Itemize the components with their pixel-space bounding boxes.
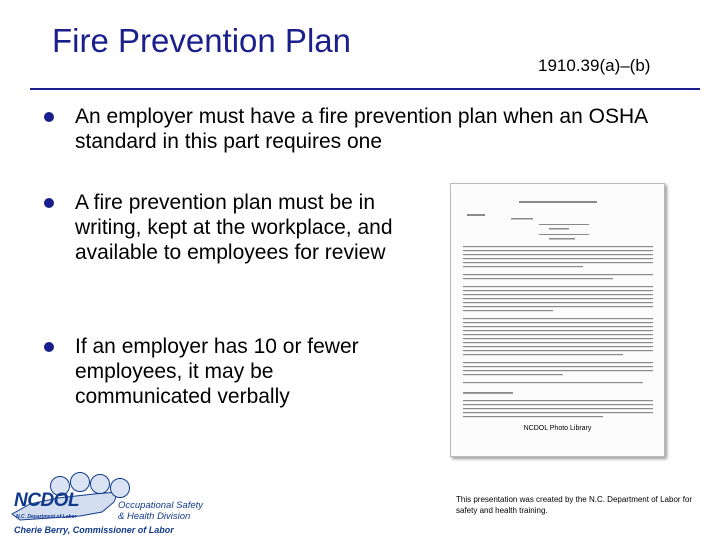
- bullet-text: A fire prevention plan must be in writing, kept at the workplace, and available to employees for review: [75, 191, 393, 264]
- presentation-credit: This presentation was created by the N.C. Department of Labor for safety and health training.: [456, 495, 693, 515]
- regulation-citation: 1910.39(a)–(b): [538, 56, 651, 75]
- worker-icon: [70, 472, 90, 492]
- logo-subtext: N.C. Department of Labor: [16, 514, 77, 520]
- logo-text: NCDOL: [14, 490, 80, 511]
- worker-icon: [90, 474, 110, 494]
- bullet-dot-icon: [44, 112, 54, 122]
- worker-icon: [110, 478, 130, 498]
- bullet-dot-icon: [44, 342, 54, 352]
- slide-title: Fire Prevention Plan: [52, 22, 351, 59]
- bullet-text: An employer must have a fire prevention plan when an OSHA standard in this part requires one: [75, 105, 647, 153]
- division-line: & Health Division: [118, 511, 191, 522]
- bullet-text: If an employer has 10 or fewer employees, it may be communicated verbally: [75, 335, 359, 408]
- photo-caption: NCDOL Photo Library: [523, 425, 592, 432]
- bullet-item: [44, 190, 404, 300]
- division-name: [118, 500, 203, 522]
- commissioner-name: Cherie Berry, Commissioner of Labor: [14, 525, 174, 535]
- title-divider: [30, 88, 700, 90]
- document-text-lines: [451, 184, 664, 424]
- division-line: Occupational Safety: [118, 500, 204, 511]
- bullet-item: [44, 104, 674, 156]
- bullet-dot-icon: [44, 198, 54, 208]
- fire-prevention-plan-document-image: [450, 183, 665, 457]
- bullet-item: [44, 334, 404, 416]
